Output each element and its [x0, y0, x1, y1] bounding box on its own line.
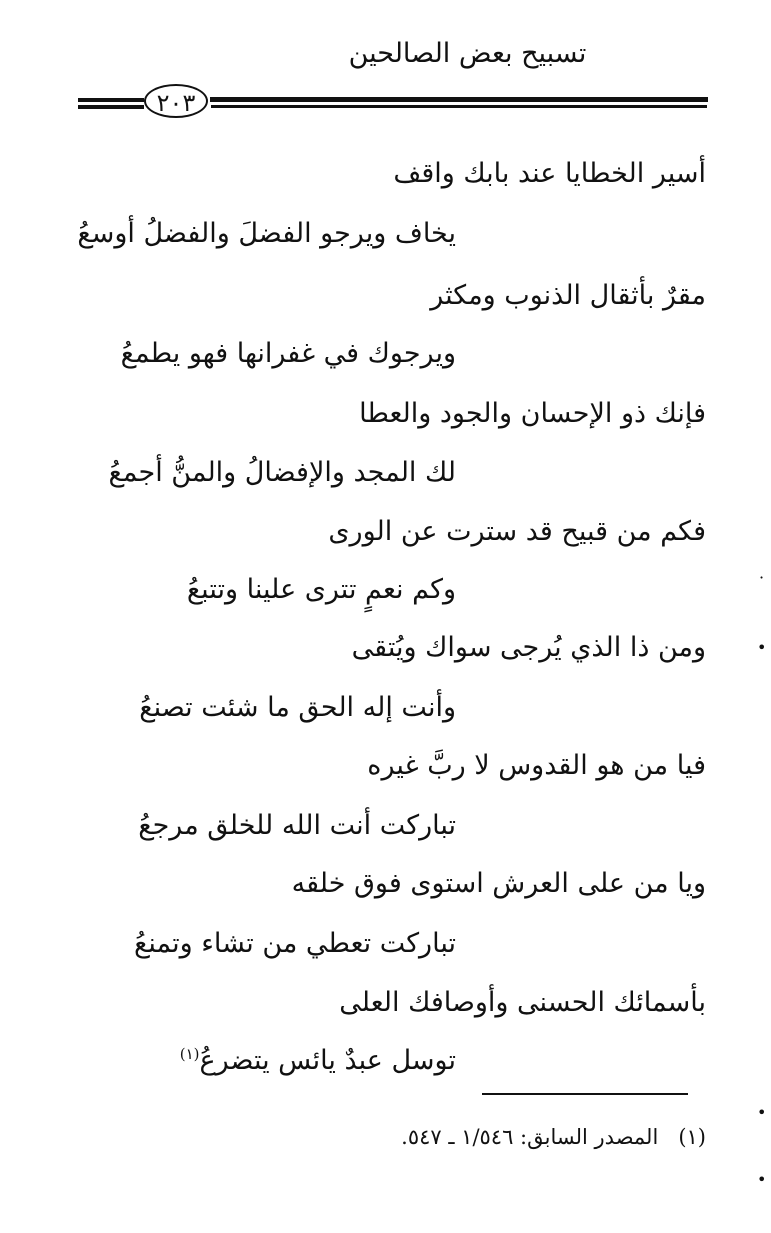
footnote-reference: (١) [179, 1045, 200, 1063]
verse-line: فيا من هو القدوس لا ربَّ غيره [367, 750, 706, 781]
verse-line: ويا من على العرش استوى فوق خلقه [291, 868, 706, 899]
verse-line: تباركت أنت الله للخلق مرجعُ [138, 810, 456, 841]
margin-mark: • [757, 1103, 767, 1122]
page-number: ٢٠٣ [144, 84, 208, 118]
footnote [401, 1125, 706, 1149]
verse-line [180, 1045, 456, 1076]
verse-line: تباركت تعطي من تشاء وتمنعُ [133, 928, 456, 959]
verse-line: لك المجد والإفضالُ والمنُّ أجمعُ [108, 457, 456, 488]
verse-text: توسل عبدٌ يائس يتضرعُ [199, 1045, 456, 1076]
verse-line: مقرٌ بأثقال الذنوب ومكثر [430, 280, 706, 311]
margin-mark: • [757, 1170, 767, 1189]
verse-line: يخاف ويرجو الفضلَ والفضلُ أوسعُ [77, 218, 456, 249]
header-rule-right [210, 97, 708, 102]
verse-line: أسير الخطايا عند بابك واقف [393, 158, 706, 189]
margin-mark: • [757, 638, 767, 657]
verse-line: وكم نعمٍ تترى علينا وتتبعُ [186, 574, 456, 605]
verse-line: فكم من قبيح قد سترت عن الورى [328, 516, 706, 547]
margin-mark: · [759, 568, 765, 587]
verse-line: وأنت إله الحق ما شئت تصنعُ [139, 692, 456, 723]
footnote-number: (١) [678, 1125, 706, 1149]
footnote-rule [482, 1093, 688, 1095]
verse-line: ومن ذا الذي يُرجى سواك ويُتقى [351, 632, 706, 663]
running-title: تسبيح بعض الصالحين [348, 38, 587, 69]
verse-line: فإنك ذو الإحسان والجود والعطا [359, 398, 706, 429]
header-rule-left [78, 98, 144, 102]
verse-line: بأسمائك الحسنى وأوصافك العلى [339, 987, 706, 1018]
footnote-text: المصدر السابق: ١/٥٤٦ ـ ٥٤٧. [401, 1125, 659, 1149]
verse-line: ويرجوك في غفرانها فهو يطمعُ [120, 338, 456, 369]
